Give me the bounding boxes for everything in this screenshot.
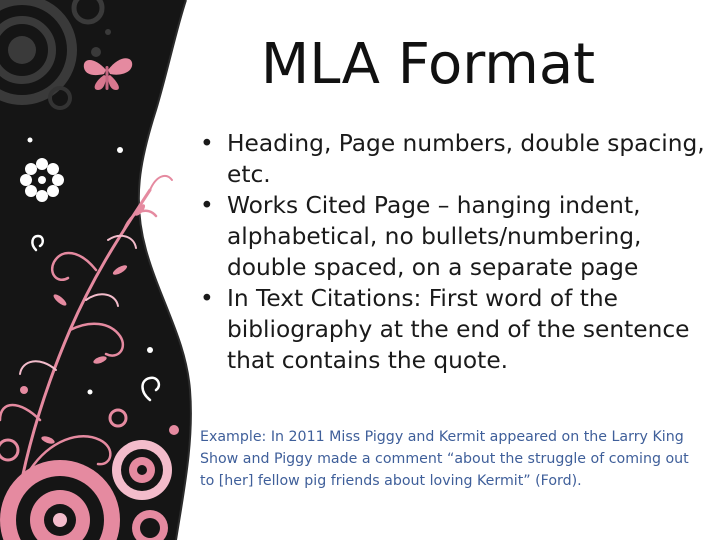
bullet-dot-icon: • [200, 192, 214, 219]
bullet-item [196, 283, 706, 376]
bullet-text: Heading, Page numbers, double spacing, etc. [227, 130, 705, 188]
slide-title: MLA Format [260, 32, 596, 97]
example-paragraph: Example: In 2011 Miss Piggy and Kermit appeared on the Larry King Show and Piggy made a comment “about the struggle of coming out to [her] fellow pig friends about loving Kermit” (Ford). [200, 429, 689, 489]
bullet-list [196, 128, 706, 376]
bullet-text: In Text Citations: First word of the bibliography at the end of the sentence that contains the quote. [227, 285, 690, 374]
bullet-item [196, 190, 706, 283]
bullet-dot-icon: • [200, 130, 214, 157]
bullet-text: Works Cited Page – hanging indent, alphabetical, no bullets/numbering, double spaced, on a separate page [227, 192, 642, 281]
bullet-item [196, 128, 706, 190]
bullet-dot-icon: • [200, 285, 214, 312]
